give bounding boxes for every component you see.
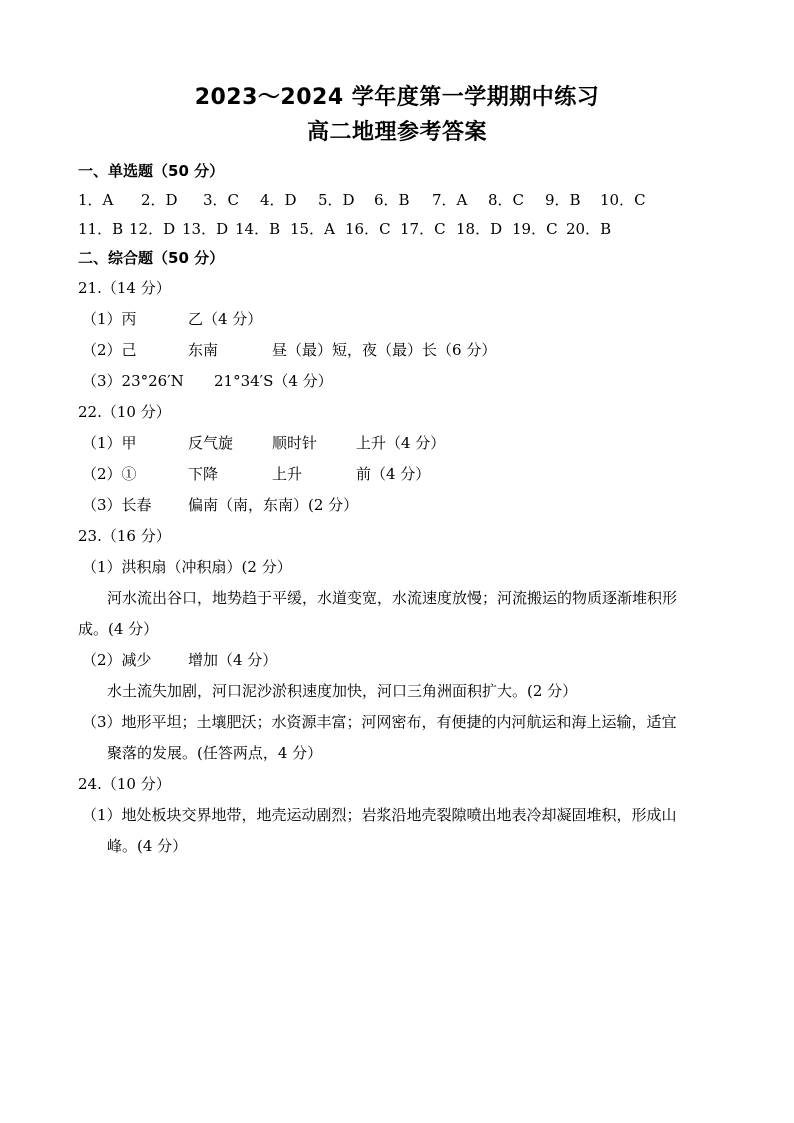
mcq-answer: 16．C [345,220,391,238]
answer-part: （3）长春 [82,496,152,514]
mcq-answer: 15．A [290,220,335,238]
q22-answer-2 [82,463,430,484]
mcq-answer: 18．D [456,220,503,238]
mcq-answer: 11．B [78,220,124,238]
mcq-answer: 4．D [260,191,297,209]
answer-part: （1）甲 [82,434,137,452]
q21-answer-2 [82,339,496,360]
answer-part: 前（4 分） [356,465,431,483]
question-21-heading: 21.（14 分） [78,279,171,297]
mcq-answer: 1．A [78,191,114,209]
answer-part: 顺时针 [272,434,318,452]
mcq-answer: 6．B [374,191,410,209]
section-heading-mcq: 一、单选题（50 分） [78,162,225,180]
q23-answer-1: （1）洪积扇（冲积扇）(2 分） [82,558,292,576]
q23-explanation-2: 水土流失加剧，河口泥沙淤积速度加快，河口三角洲面积扩大。(2 分） [107,682,578,700]
answer-part: 东南 [188,341,219,359]
question-24-heading: 24.（10 分） [78,775,171,793]
mcq-answer: 9．B [545,191,581,209]
mcq-answer: 10．C [600,191,646,209]
answer-part: 增加（4 分） [188,651,278,669]
mcq-answer: 7．A [432,191,468,209]
question-22-heading: 22.（10 分） [78,403,171,421]
document-title: 2023～2024 学年度第一学期期中练习 [194,85,600,110]
q23-answer-3: （3）地形平坦；土壤肥沃；水资源丰富；河网密布，有便捷的内河航运和海上运输，适宜 [82,713,677,731]
answer-part: 反气旋 [188,434,234,452]
q24-answer-1-cont: 峰。(4 分） [107,837,188,855]
answer-part: 上升 [272,465,303,483]
answer-part: 昼（最）短，夜（最）长（6 分） [272,341,497,359]
mcq-answer: 8．C [488,191,525,209]
q23-answer-2 [82,649,277,670]
q21-answer-3 [82,370,333,391]
q22-answer-3 [82,494,358,515]
mcq-answer: 14．B [235,220,281,238]
mcq-answer: 5．D [318,191,355,209]
q23-explanation-1: 河水流出谷口，地势趋于平缓，水道变宽，水流速度放慢；河流搬运的物质逐渐堆积形 [107,589,678,607]
answer-part: （2）① [82,465,137,483]
answer-part: 乙（4 分） [188,310,263,328]
q23-explanation-1-cont: 成。(4 分） [78,620,159,638]
answer-part: 21°34′S（4 分） [214,372,333,390]
q24-answer-1: （1）地处板块交界地带，地壳运动剧烈；岩浆沿地壳裂隙喷出地表冷却凝固堆积，形成山 [82,806,677,824]
document-subtitle: 高二地理参考答案 [306,120,487,145]
question-23-heading: 23.（16 分） [78,527,171,545]
q21-answer-1 [82,308,262,329]
answer-part: （2）减少 [82,651,152,669]
mcq-answer: 20．B [566,220,612,238]
answer-part: 偏南（南，东南）(2 分） [188,496,359,514]
mcq-row-2 [78,218,611,239]
answer-part: 下降 [188,465,219,483]
mcq-answer: 3．C [203,191,240,209]
mcq-answer: 13．D [182,220,229,238]
answer-part: （1）丙 [82,310,137,328]
answer-part: （3）23°26′N [82,372,184,390]
mcq-answer: 19．C [512,220,558,238]
answer-part: 上升（4 分） [356,434,446,452]
mcq-answer: 2．D [141,191,178,209]
answer-part: （2）己 [82,341,137,359]
q23-answer-3-cont: 聚落的发展。(任答两点，4 分） [107,744,323,762]
q22-answer-1 [82,432,445,453]
section-heading-comprehensive: 二、综合题（50 分） [78,249,225,267]
mcq-answer: 12．D [129,220,176,238]
mcq-answer: 17．C [400,220,446,238]
mcq-row-1 [78,189,646,210]
